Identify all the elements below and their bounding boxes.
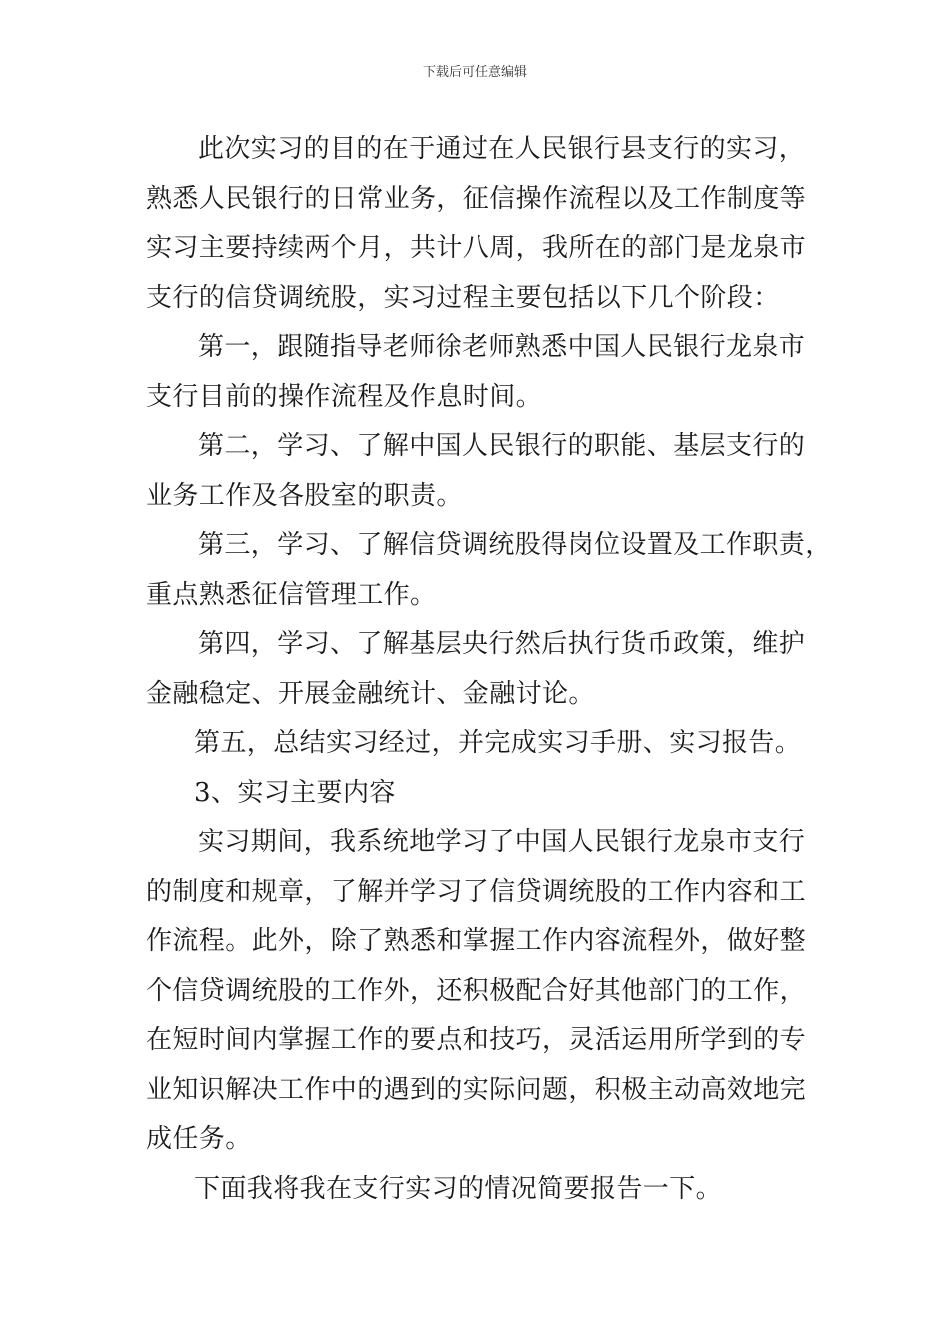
page-header-note: 下载后可任意编辑 bbox=[422, 65, 527, 80]
document-body bbox=[146, 125, 832, 1214]
paragraph-line: 第一，跟随指导老师徐老师熟悉中国人民银行龙泉市 bbox=[198, 332, 806, 362]
paragraph-line: 在短时间内掌握工作的要点和技巧，灵活运用所学到的专 bbox=[146, 1025, 807, 1055]
paragraph-line: 业知识解决工作中的遇到的实际问题，积极主动高效地完 bbox=[146, 1074, 807, 1105]
paragraph-line: 业务工作及各股室的职责。 bbox=[146, 480, 463, 511]
paragraph-line: 此次实习的目的在于通过在人民银行县支行的实习， bbox=[198, 134, 806, 164]
paragraph-line: 金融稳定、开展金融统计、金融讨论。 bbox=[146, 678, 595, 709]
paragraph-line: 个信贷调统股的工作外，还积极配合好其他部门的工作， bbox=[146, 975, 807, 1006]
paragraph-line: 实习主要持续两个月，共计八周，我所在的部门是龙泉市 bbox=[146, 233, 807, 263]
paragraph-line: 作流程。此外，除了熟悉和掌握工作内容流程外，做好整 bbox=[146, 926, 807, 956]
paragraph-line: 实习期间，我系统地学习了中国人民银行龙泉市支行 bbox=[198, 827, 806, 857]
paragraph-line: 的制度和规章，了解并学习了信贷调统股的工作内容和工 bbox=[146, 876, 807, 907]
paragraph-line: 重点熟悉征信管理工作。 bbox=[146, 579, 437, 610]
paragraph-line: 第二，学习、了解中国人民银行的职能、基层支行的 bbox=[198, 431, 806, 461]
paragraph-line: 下面我将我在支行实习的情况简要报告一下。 bbox=[194, 1173, 723, 1204]
paragraph-line: 成任务。 bbox=[146, 1124, 252, 1154]
paragraph-line: 第三，学习、了解信贷调统股得岗位设置及工作职责， bbox=[198, 530, 832, 560]
paragraph-line: 第五，总结实习经过，并完成实习手册、实习报告。 bbox=[194, 728, 802, 758]
paragraph-line: 熟悉人民银行的日常业务，征信操作流程以及工作制度等 bbox=[146, 183, 807, 214]
paragraph-line: 第四，学习、了解基层央行然后执行货币政策，维护 bbox=[198, 629, 806, 659]
paragraph-line: 支行目前的操作流程及作息时间。 bbox=[146, 381, 543, 412]
section-heading: 3、实习主要内容 bbox=[194, 777, 396, 808]
paragraph-line: 支行的信贷调统股，实习过程主要包括以下几个阶段： bbox=[146, 282, 780, 313]
